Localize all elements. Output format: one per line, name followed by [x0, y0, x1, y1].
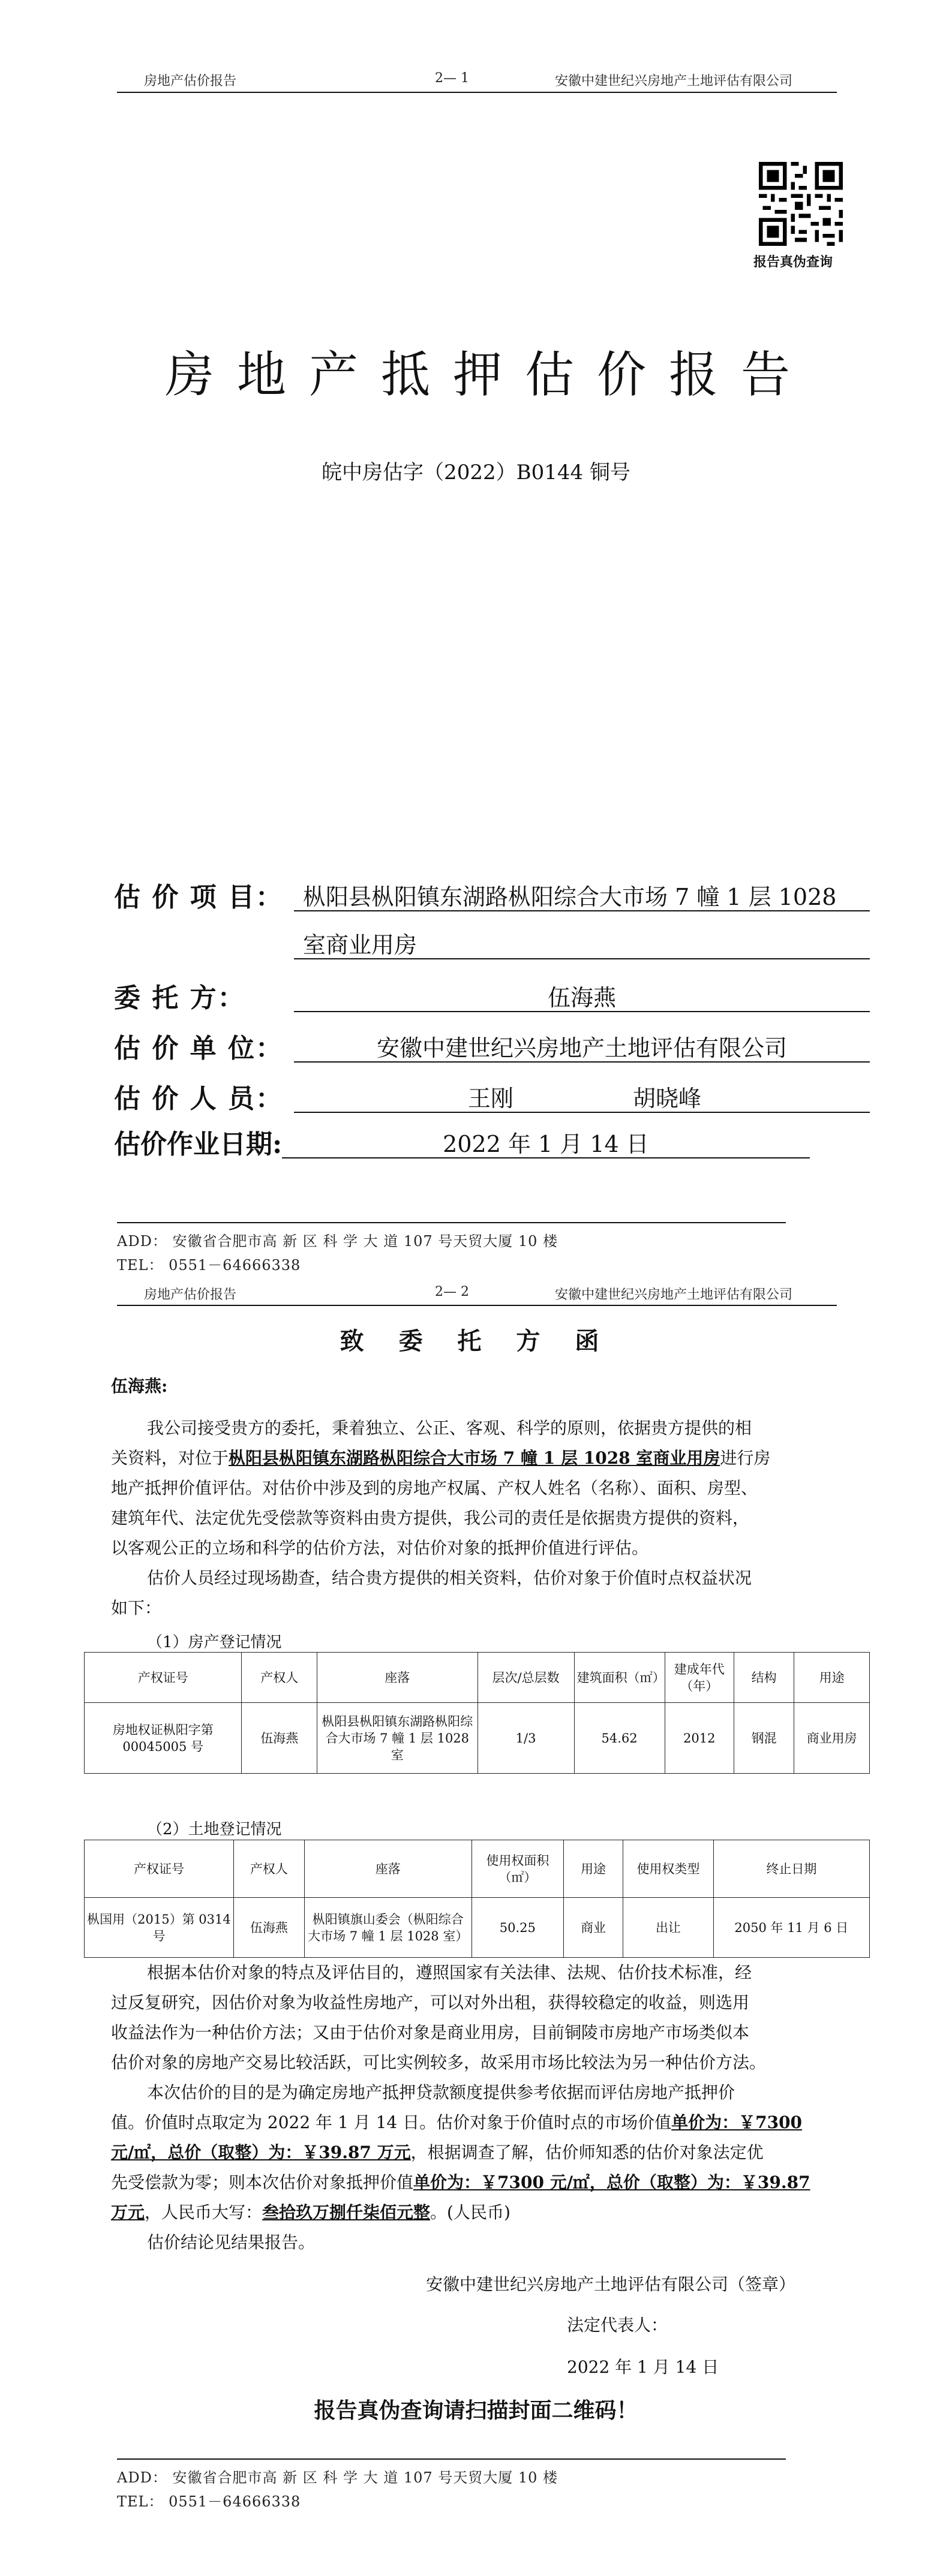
paragraph-2-line-2: 如下：	[111, 1598, 162, 1618]
footer-rule	[117, 2458, 786, 2460]
table-header: 产权证号	[85, 1653, 242, 1703]
market-unit-price: 单价为：￥7300	[671, 2112, 803, 2132]
table-cell: 枞国用（2015）第 0314 号	[85, 1898, 234, 1958]
footer-telephone: TEL： 0551－64666338	[117, 1257, 301, 1274]
table-header: 使用权面积（㎡）	[472, 1840, 563, 1898]
paragraph-4-line-3	[111, 2141, 764, 2165]
date-label: 估价作业日期:	[114, 1129, 283, 1160]
property-address-bold: 枞阳县枞阳镇东湖路枞阳综合大市场 7 幢 1 层 1028 室商业用房	[229, 1448, 720, 1468]
table-header: 座落	[317, 1653, 477, 1703]
salutation: 伍海燕:	[111, 1376, 168, 1396]
house-registration-table	[84, 1652, 870, 1774]
table-header: 使用权类型	[623, 1840, 714, 1898]
paragraph-4-line-1: 本次估价的目的是为确定房地产抵押贷款额度提供参考依据而评估房地产抵押价	[147, 2083, 735, 2102]
table-header: 用途	[563, 1840, 623, 1898]
footer-rule	[117, 1222, 786, 1223]
client-underline	[294, 1011, 870, 1012]
unit-underline	[294, 1061, 870, 1063]
table-header: 用途	[794, 1653, 870, 1703]
paragraph-4-line-4	[111, 2171, 810, 2195]
table-cell: 房地权证枞阳字第 00045005 号	[85, 1703, 242, 1774]
date-value: 2022 年 1 月 14 日	[443, 1131, 649, 1157]
table-header: 产权人	[242, 1653, 317, 1703]
table-row	[85, 1703, 870, 1774]
unit-label: 估 价 单 位：	[114, 1033, 283, 1064]
client-label: 委 托 方：	[114, 983, 245, 1013]
header-right: 安徽中建世纪兴房地产土地评估有限公司	[555, 1287, 793, 1302]
text: ，人民币大写：	[145, 2202, 263, 2222]
paragraph-5: 估价结论见结果报告。	[147, 2232, 316, 2252]
paragraph-4-line-2	[111, 2111, 802, 2135]
mortgage-value: 单价为：￥7300 元/㎡，总价（取整）为：￥39.87	[413, 2172, 810, 2192]
header-right: 安徽中建世纪兴房地产土地评估有限公司	[555, 74, 793, 89]
valuer-underline	[294, 1112, 870, 1113]
text: ，根据调查了解，估价师知悉的估价对象法定优	[410, 2142, 764, 2162]
house-registration-caption: （1）房产登记情况	[147, 1633, 282, 1651]
table-cell: 50.25	[472, 1898, 563, 1958]
table-cell: 商业用房	[794, 1703, 870, 1774]
table-header: 产权人	[233, 1840, 304, 1898]
text: 值。价值时点取定为 2022 年 1 月 14 日。估价对象于价值时点的市场价值	[111, 2112, 672, 2132]
table-cell: 伍海燕	[242, 1703, 317, 1774]
text: 。(人民币)	[430, 2202, 510, 2222]
land-registration-caption: （2）土地登记情况	[147, 1820, 282, 1838]
letter-title: 致 委 托 方 函	[340, 1327, 612, 1355]
document-number: 皖中房估字（2022）B0144 铜号	[322, 461, 630, 484]
table-header: 产权证号	[85, 1840, 234, 1898]
table-header: 建筑面积（㎡）	[574, 1653, 665, 1703]
header-page-number: 2— 1	[435, 71, 469, 86]
paragraph-3-line-1: 根据本估价对象的特点及评估目的，遵照国家有关法律、法规、估价技术标准，经	[147, 1963, 752, 1982]
qr-code-icon	[759, 162, 843, 246]
table-cell: 2012	[665, 1703, 734, 1774]
qr-caption: 报告真伪查询	[753, 254, 833, 270]
project-value-line2: 室商业用房	[303, 932, 418, 958]
paragraph-2-line-1: 估价人员经过现场勘查，结合贵方提供的相关资料，估价对象于价值时点权益状况	[147, 1568, 752, 1588]
text: 关资料，对位于	[111, 1448, 229, 1468]
date-underline	[282, 1157, 810, 1158]
signature-date: 2022 年 1 月 14 日	[567, 2357, 719, 2377]
table-cell: 商业	[563, 1898, 623, 1958]
paragraph-4-line-5	[111, 2201, 510, 2225]
header-left: 房地产估价报告	[144, 1287, 237, 1302]
paragraph-3-line-2: 过反复研究，因估价对象为收益性房地产，可以对外出租，获得较稳定的收益，则选用	[111, 1993, 750, 2012]
paragraph-3-line-4: 估价对象的房地产交易比较活跃，可比实例较多，故采用市场比较法为另一种估价方法。	[111, 2053, 767, 2072]
text: 进行房	[720, 1448, 771, 1468]
table-cell: 出让	[623, 1898, 714, 1958]
table-cell: 钢混	[734, 1703, 794, 1774]
project-value-line1: 枞阳县枞阳镇东湖路枞阳综合大市场 7 幢 1 层 1028	[303, 884, 837, 910]
market-total-price: 元/㎡，总价（取整）为：￥39.87 万元	[111, 2142, 411, 2162]
signature-company: 安徽中建世纪兴房地产土地评估有限公司（签章）	[426, 2274, 796, 2294]
header-rule	[117, 1305, 837, 1306]
paragraph-1-line-2	[111, 1446, 770, 1470]
valuer-label: 估 价 人 员：	[114, 1084, 283, 1114]
text: 先受偿款为零；则本次估价对象抵押价值	[111, 2172, 414, 2192]
table-cell: 1/3	[477, 1703, 574, 1774]
footer-address: ADD： 安徽省合肥市高 新 区 科 学 大 道 107 号天贸大厦 10 楼	[117, 2469, 558, 2486]
table-header: 层次/总层数	[477, 1653, 574, 1703]
valuer-name-1: 王刚	[468, 1085, 514, 1112]
table-cell: 枞阳县枞阳镇东湖路枞阳综合大市场 7 幢 1 层 1028 室	[317, 1703, 477, 1774]
signature-representative: 法定代表人：	[567, 2315, 668, 2335]
table-row	[85, 1898, 870, 1958]
valuer-name-2: 胡晓峰	[633, 1085, 702, 1112]
mortgage-total-unit: 万元	[111, 2202, 145, 2222]
project-label: 估 价 项 目：	[114, 882, 283, 913]
client-value: 伍海燕	[547, 985, 616, 1011]
paragraph-1-line-5: 以客观公正的立场和科学的估价方法，对估价对象的抵押价值进行评估。	[111, 1538, 649, 1558]
table-cell: 枞阳镇旗山委会（枞阳综合大市场 7 幢 1 层 1028 室）	[304, 1898, 472, 1958]
table-cell: 54.62	[574, 1703, 665, 1774]
land-registration-table	[84, 1840, 870, 1958]
header-page-number: 2— 2	[435, 1284, 469, 1299]
table-header: 结构	[734, 1653, 794, 1703]
paragraph-1-line-3: 地产抵押价值评估。对估价中涉及到的房地产权属、产权人姓名（名称）、面积、房型、	[111, 1478, 758, 1498]
unit-value: 安徽中建世纪兴房地产土地评估有限公司	[376, 1035, 787, 1061]
project-underline-2	[294, 958, 870, 959]
table-header: 座落	[304, 1840, 472, 1898]
table-cell: 伍海燕	[233, 1898, 304, 1958]
paragraph-3-line-3: 收益法作为一种估价方法；又由于估价对象是商业用房，目前铜陵市房地产市场类似本	[111, 2023, 750, 2042]
authenticity-notice: 报告真伪查询请扫描封面二维码！	[314, 2398, 638, 2423]
report-title: 房地产抵押估价报告	[164, 347, 813, 404]
header-rule	[117, 92, 837, 93]
footer-address: ADD： 安徽省合肥市高 新 区 科 学 大 道 107 号天贸大厦 10 楼	[117, 1233, 558, 1250]
amount-in-words: 叁拾玖万捌仟柒佰元整	[262, 2202, 431, 2222]
paragraph-1-line-1: 我公司接受贵方的委托，秉着独立、公正、客观、科学的原则，依据贵方提供的相	[147, 1418, 752, 1438]
table-header: 终止日期	[713, 1840, 869, 1898]
table-cell: 2050 年 11 月 6 日	[713, 1898, 869, 1958]
paragraph-1-line-4: 建筑年代、法定优先受偿款等资料由贵方提供，我公司的责任是依据贵方提供的资料，	[111, 1508, 750, 1528]
footer-telephone: TEL： 0551－64666338	[117, 2493, 301, 2510]
table-header: 建成年代（年）	[665, 1653, 734, 1703]
project-underline-1	[294, 910, 870, 911]
header-left: 房地产估价报告	[144, 74, 237, 89]
